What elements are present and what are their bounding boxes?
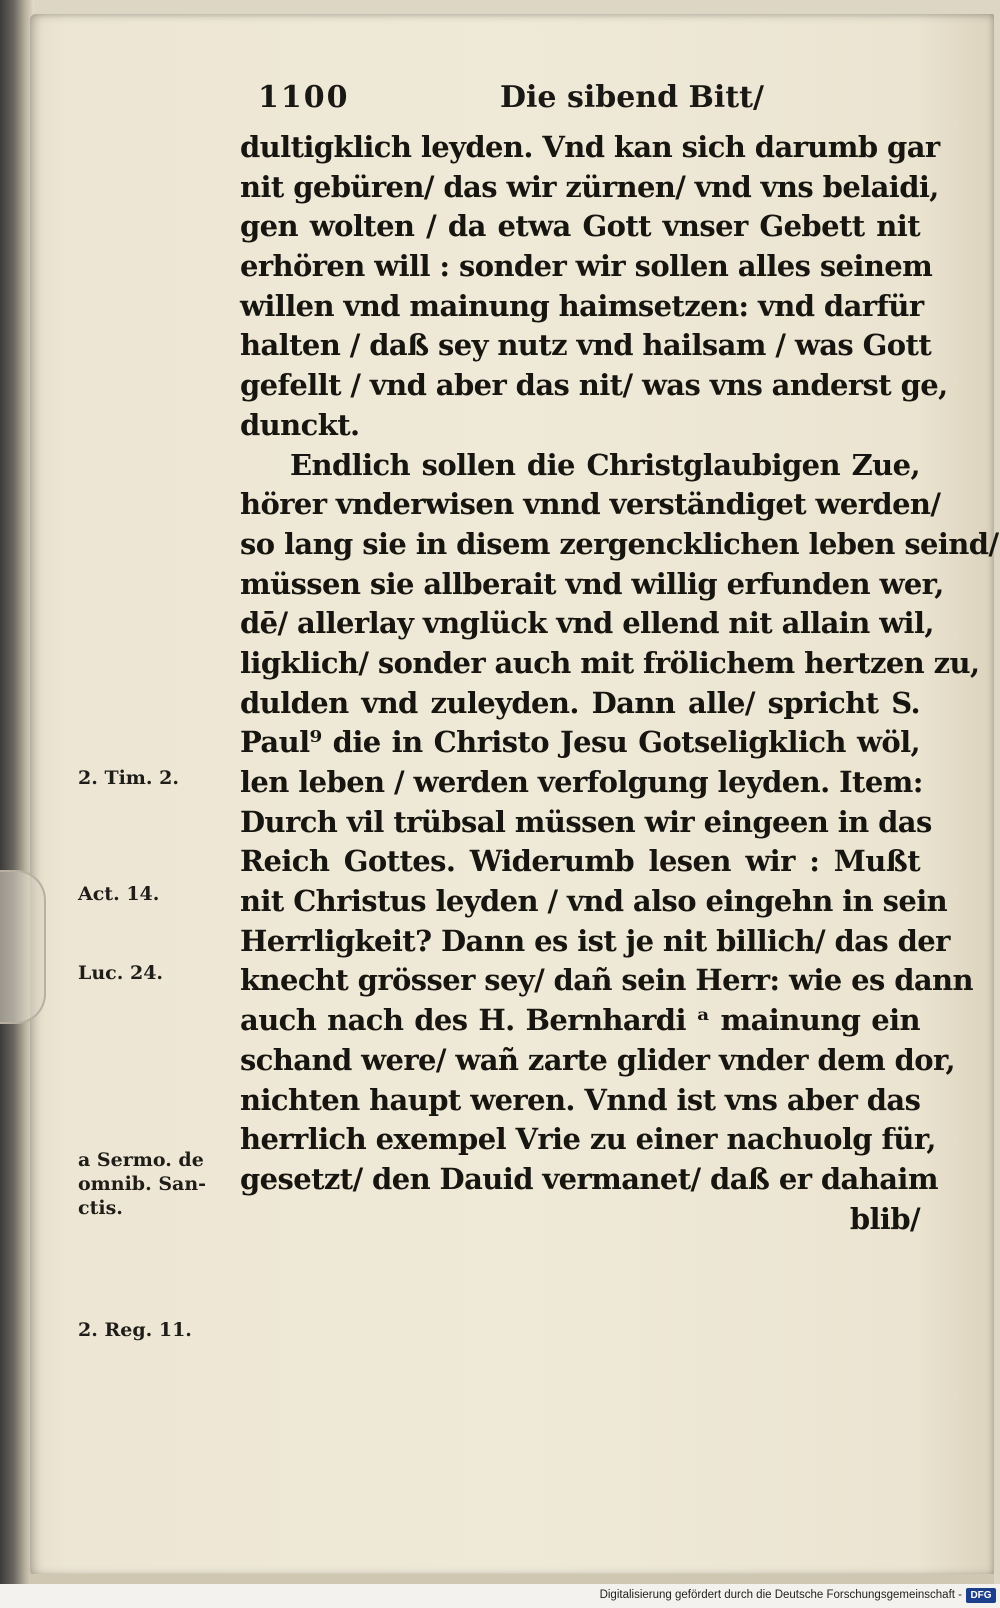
page-number: 1100 <box>258 80 350 115</box>
text-line: gesetzt/ den Dauid vermanet/ daß er dahaim <box>240 1161 938 1196</box>
text-line: erhören will : sonder wir sollen alles seinem <box>240 249 933 284</box>
dfg-logo: DFG <box>966 1588 996 1603</box>
text-line: ligklich/ sonder auch mit frölichem hertzen zu, <box>240 645 980 680</box>
text-line: dunckt. <box>240 407 360 442</box>
text-line: so lang sie in disem zergencklichen leben seind/ <box>240 526 999 561</box>
text-line: nichten haupt weren. Vnnd ist vns aber das <box>240 1082 921 1117</box>
text-line: gen wolten / da etwa Gott vnser Gebett nit <box>240 209 920 244</box>
text-line: auch nach des H. Bernhardi ᵃ mainung ein <box>240 1003 920 1038</box>
text-line: len leben / werden verfolgung leyden. Item: <box>240 765 923 799</box>
text-line: hörer vnderwisen vnnd verständiget werden/ <box>240 487 941 522</box>
book-clasp <box>0 870 46 1024</box>
footer-credit-text: Digitalisierung gefördert durch die Deutsche Forschungsgemeinschaft - <box>599 1589 962 1601</box>
text-line: dulden vnd zuleyden. Dann alle/ spricht S. <box>240 685 920 720</box>
text-line: nit gebüren/ das wir zürnen/ vnd vns belaidi, <box>240 169 939 204</box>
text-line: dē/ allerlay vnglück vnd ellend nit allain wil, <box>240 606 934 641</box>
text-line: knecht grösser sey/ dañ sein Herr: wie es dann <box>240 963 974 998</box>
page-bottom-edge <box>30 1574 994 1584</box>
margin-note-act: Act. 14. <box>78 883 160 905</box>
text-line: herrlich exempel Vrie zu einer nachuolg für, <box>240 1122 936 1157</box>
body-text <box>240 128 999 1239</box>
margin-note-reg: 2. Reg. 11. <box>78 1319 192 1341</box>
text-line: schand were/ wañ zarte glider vnder dem dor, <box>240 1042 956 1077</box>
text-line: Durch vil trübsal müssen wir eingeen in das <box>240 804 932 839</box>
text-line: willen vnd mainung haimsetzen: vnd darfür <box>240 288 924 323</box>
text-line: dultigklich leyden. Vnd kan sich darumb gar <box>240 130 940 164</box>
text-line: müssen sie allberait vnd willig erfunden wer, <box>240 566 944 601</box>
catchword: blib/ <box>849 1201 920 1236</box>
book-spine-edge <box>0 0 34 1584</box>
text-line: Paul⁹ die in Christo Jesu Gotseligklich wöl, <box>240 725 920 760</box>
text-line: gefellt / vnd aber das nit/ was vns anderst ge, <box>240 368 948 403</box>
margin-note-luc: Luc. 24. <box>78 962 164 984</box>
margin-note-sermo: a Sermo. de omnib. San- ctis. <box>78 1149 207 1219</box>
text-line: Endlich sollen die Christglaubigen Zue, <box>290 447 920 482</box>
text-line: halten / daß sey nutz vnd hailsam / was Gott <box>240 328 932 363</box>
text-line: Reich Gottes. Widerumb lesen wir : Mußt <box>240 844 920 879</box>
running-title: Die sibend Bitt/ <box>500 80 764 115</box>
text-line: nit Christus leyden / vnd also eingehn in sein <box>240 884 948 919</box>
margin-note-2tim: 2. Tim. 2. <box>78 767 179 789</box>
text-line: Herrligkeit? Dann es ist je nit billich/ das der <box>240 923 950 958</box>
